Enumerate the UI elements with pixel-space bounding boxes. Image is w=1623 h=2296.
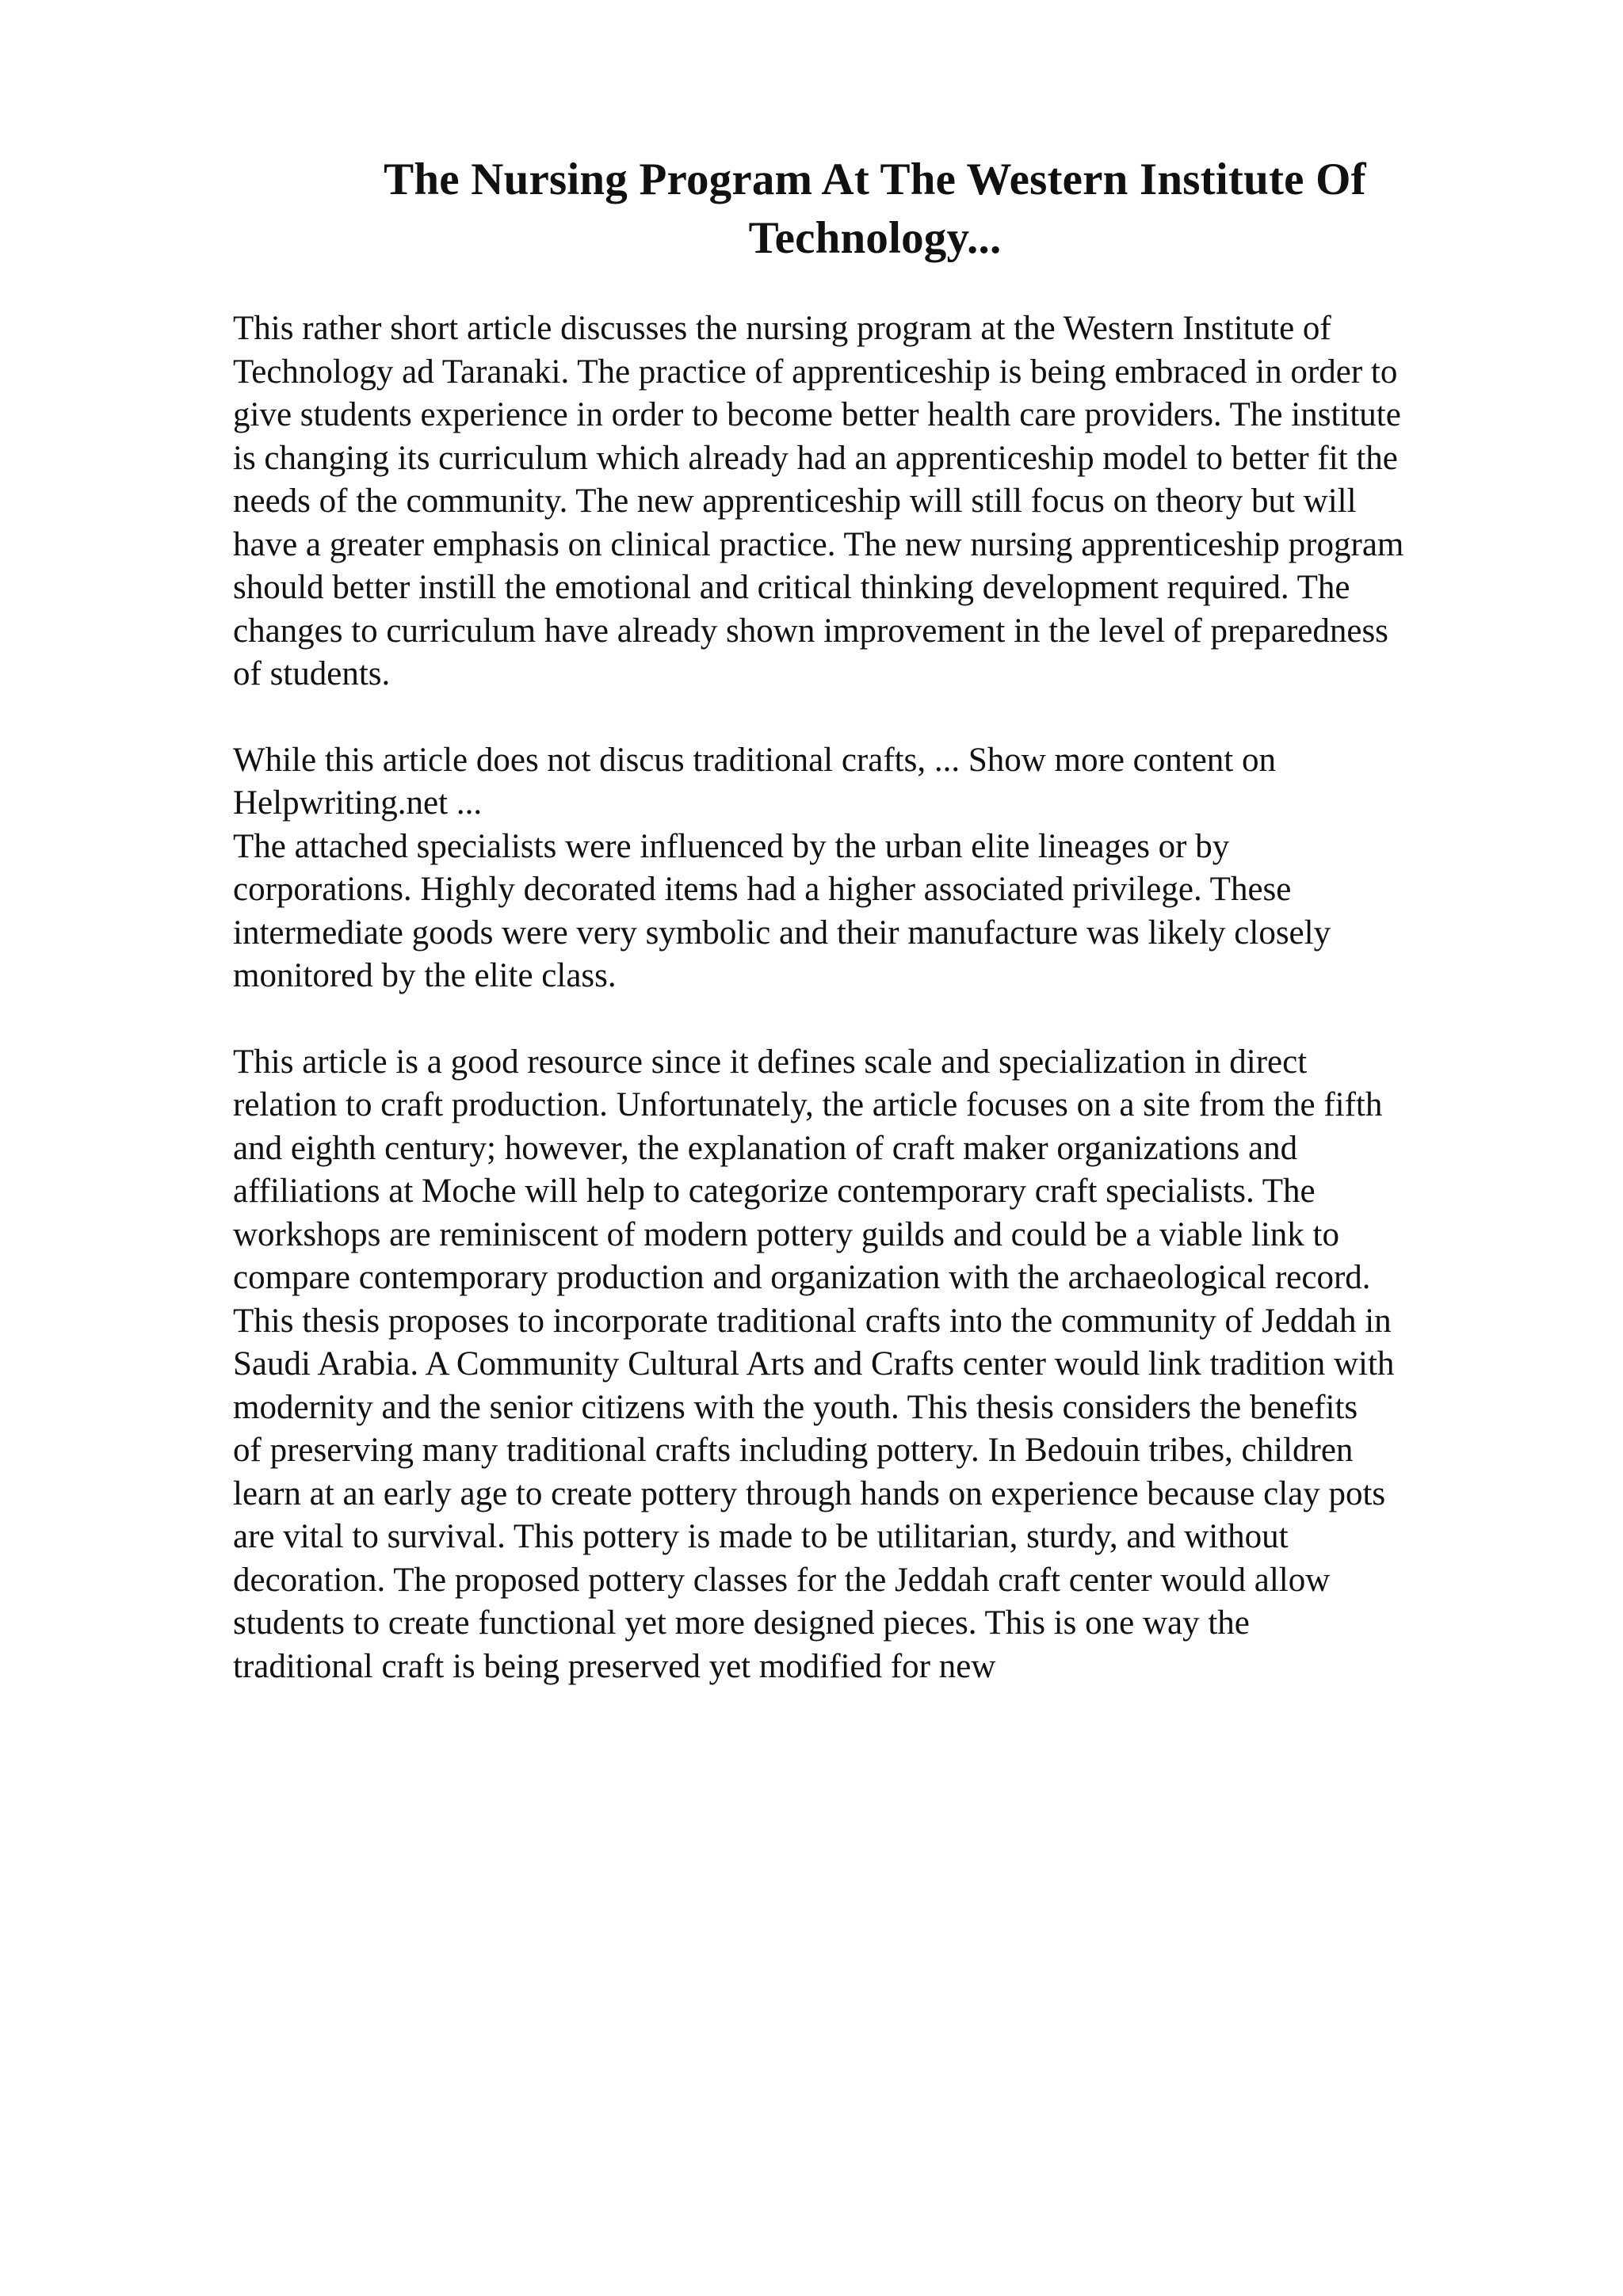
text-line: decoration. The proposed pottery classes for the Jeddah craft center would allow — [233, 1561, 1331, 1599]
text-line: Technology ad Taranaki. The practice of apprenticeship is being embraced in order to — [233, 353, 1398, 391]
text-line: give students experience in order to become better health care providers. The institute — [233, 396, 1401, 433]
paragraph-1 — [233, 307, 1517, 696]
text-line: traditional craft is being preserved yet modified for new — [233, 1647, 996, 1685]
text-line: is changing its curriculum which already had an apprenticeship model to better fit the — [233, 439, 1398, 477]
text-line: are vital to survival. This pottery is made to be utilitarian, sturdy, and without — [233, 1518, 1289, 1555]
text-line: should better instill the emotional and critical thinking development required. The — [233, 569, 1350, 606]
text-line: of students. — [233, 655, 391, 692]
text-line: Helpwriting.net ... — [233, 784, 483, 822]
text-line: While this article does not discus traditional crafts, ... Show more content on — [233, 741, 1276, 779]
text-line: compare contemporary production and organization with the archaeological record. — [233, 1259, 1371, 1296]
text-line: affiliations at Moche will help to categorize contemporary craft specialists. The — [233, 1173, 1316, 1210]
text-line: monitored by the elite class. — [233, 957, 617, 994]
text-line: intermediate goods were very symbolic and their manufacture was likely closely — [233, 913, 1331, 952]
text-line: of preserving many traditional crafts including pottery. In Bedouin tribes, children — [233, 1432, 1354, 1469]
text-line: and eighth century; however, the explanation of craft maker organizations and — [233, 1129, 1298, 1167]
text-line: needs of the community. The new apprenticeship will still focus on theory but will — [233, 482, 1357, 520]
paragraph-3 — [233, 1041, 1517, 1689]
page-title — [233, 151, 1517, 268]
text-line: have a greater emphasis on clinical practice. The new nursing apprenticeship program — [233, 525, 1404, 563]
text-line: This rather short article discusses the nursing program at the Western Institute of — [233, 310, 1331, 347]
text-line: The attached specialists were influenced by the urban elite lineages or by — [233, 827, 1230, 865]
paragraph-gap — [233, 696, 1517, 739]
paragraph-gap — [233, 998, 1517, 1041]
text-line: changes to curriculum have already shown improvement in the level of preparedness — [233, 612, 1388, 650]
title-line: Technology... — [748, 213, 1002, 263]
text-line: students to create functional yet more designed pieces. This is one way the — [233, 1604, 1250, 1642]
document-page — [233, 151, 1517, 1688]
title-line: The Nursing Program At The Western Institute Of — [384, 154, 1366, 204]
text-line: learn at an early age to create pottery through hands on experience because clay pots — [233, 1474, 1386, 1512]
text-line: corporations. Highly decorated items had a higher associated privilege. These — [233, 871, 1292, 908]
text-line: relation to craft production. Unfortunately, the article focuses on a site from the fifth — [233, 1086, 1383, 1123]
text-line: workshops are reminiscent of modern pottery guilds and could be a viable link to — [233, 1215, 1339, 1253]
text-line: This article is a good resource since it defines scale and specialization in direct — [233, 1043, 1308, 1081]
text-line: Saudi Arabia. A Community Cultural Arts and Crafts center would link tradition with — [233, 1345, 1395, 1383]
text-line: This thesis proposes to incorporate traditional crafts into the community of Jeddah in — [233, 1302, 1392, 1340]
paragraph-2 — [233, 739, 1517, 998]
text-line: modernity and the senior citizens with the youth. This thesis considers the benefits — [233, 1388, 1358, 1426]
